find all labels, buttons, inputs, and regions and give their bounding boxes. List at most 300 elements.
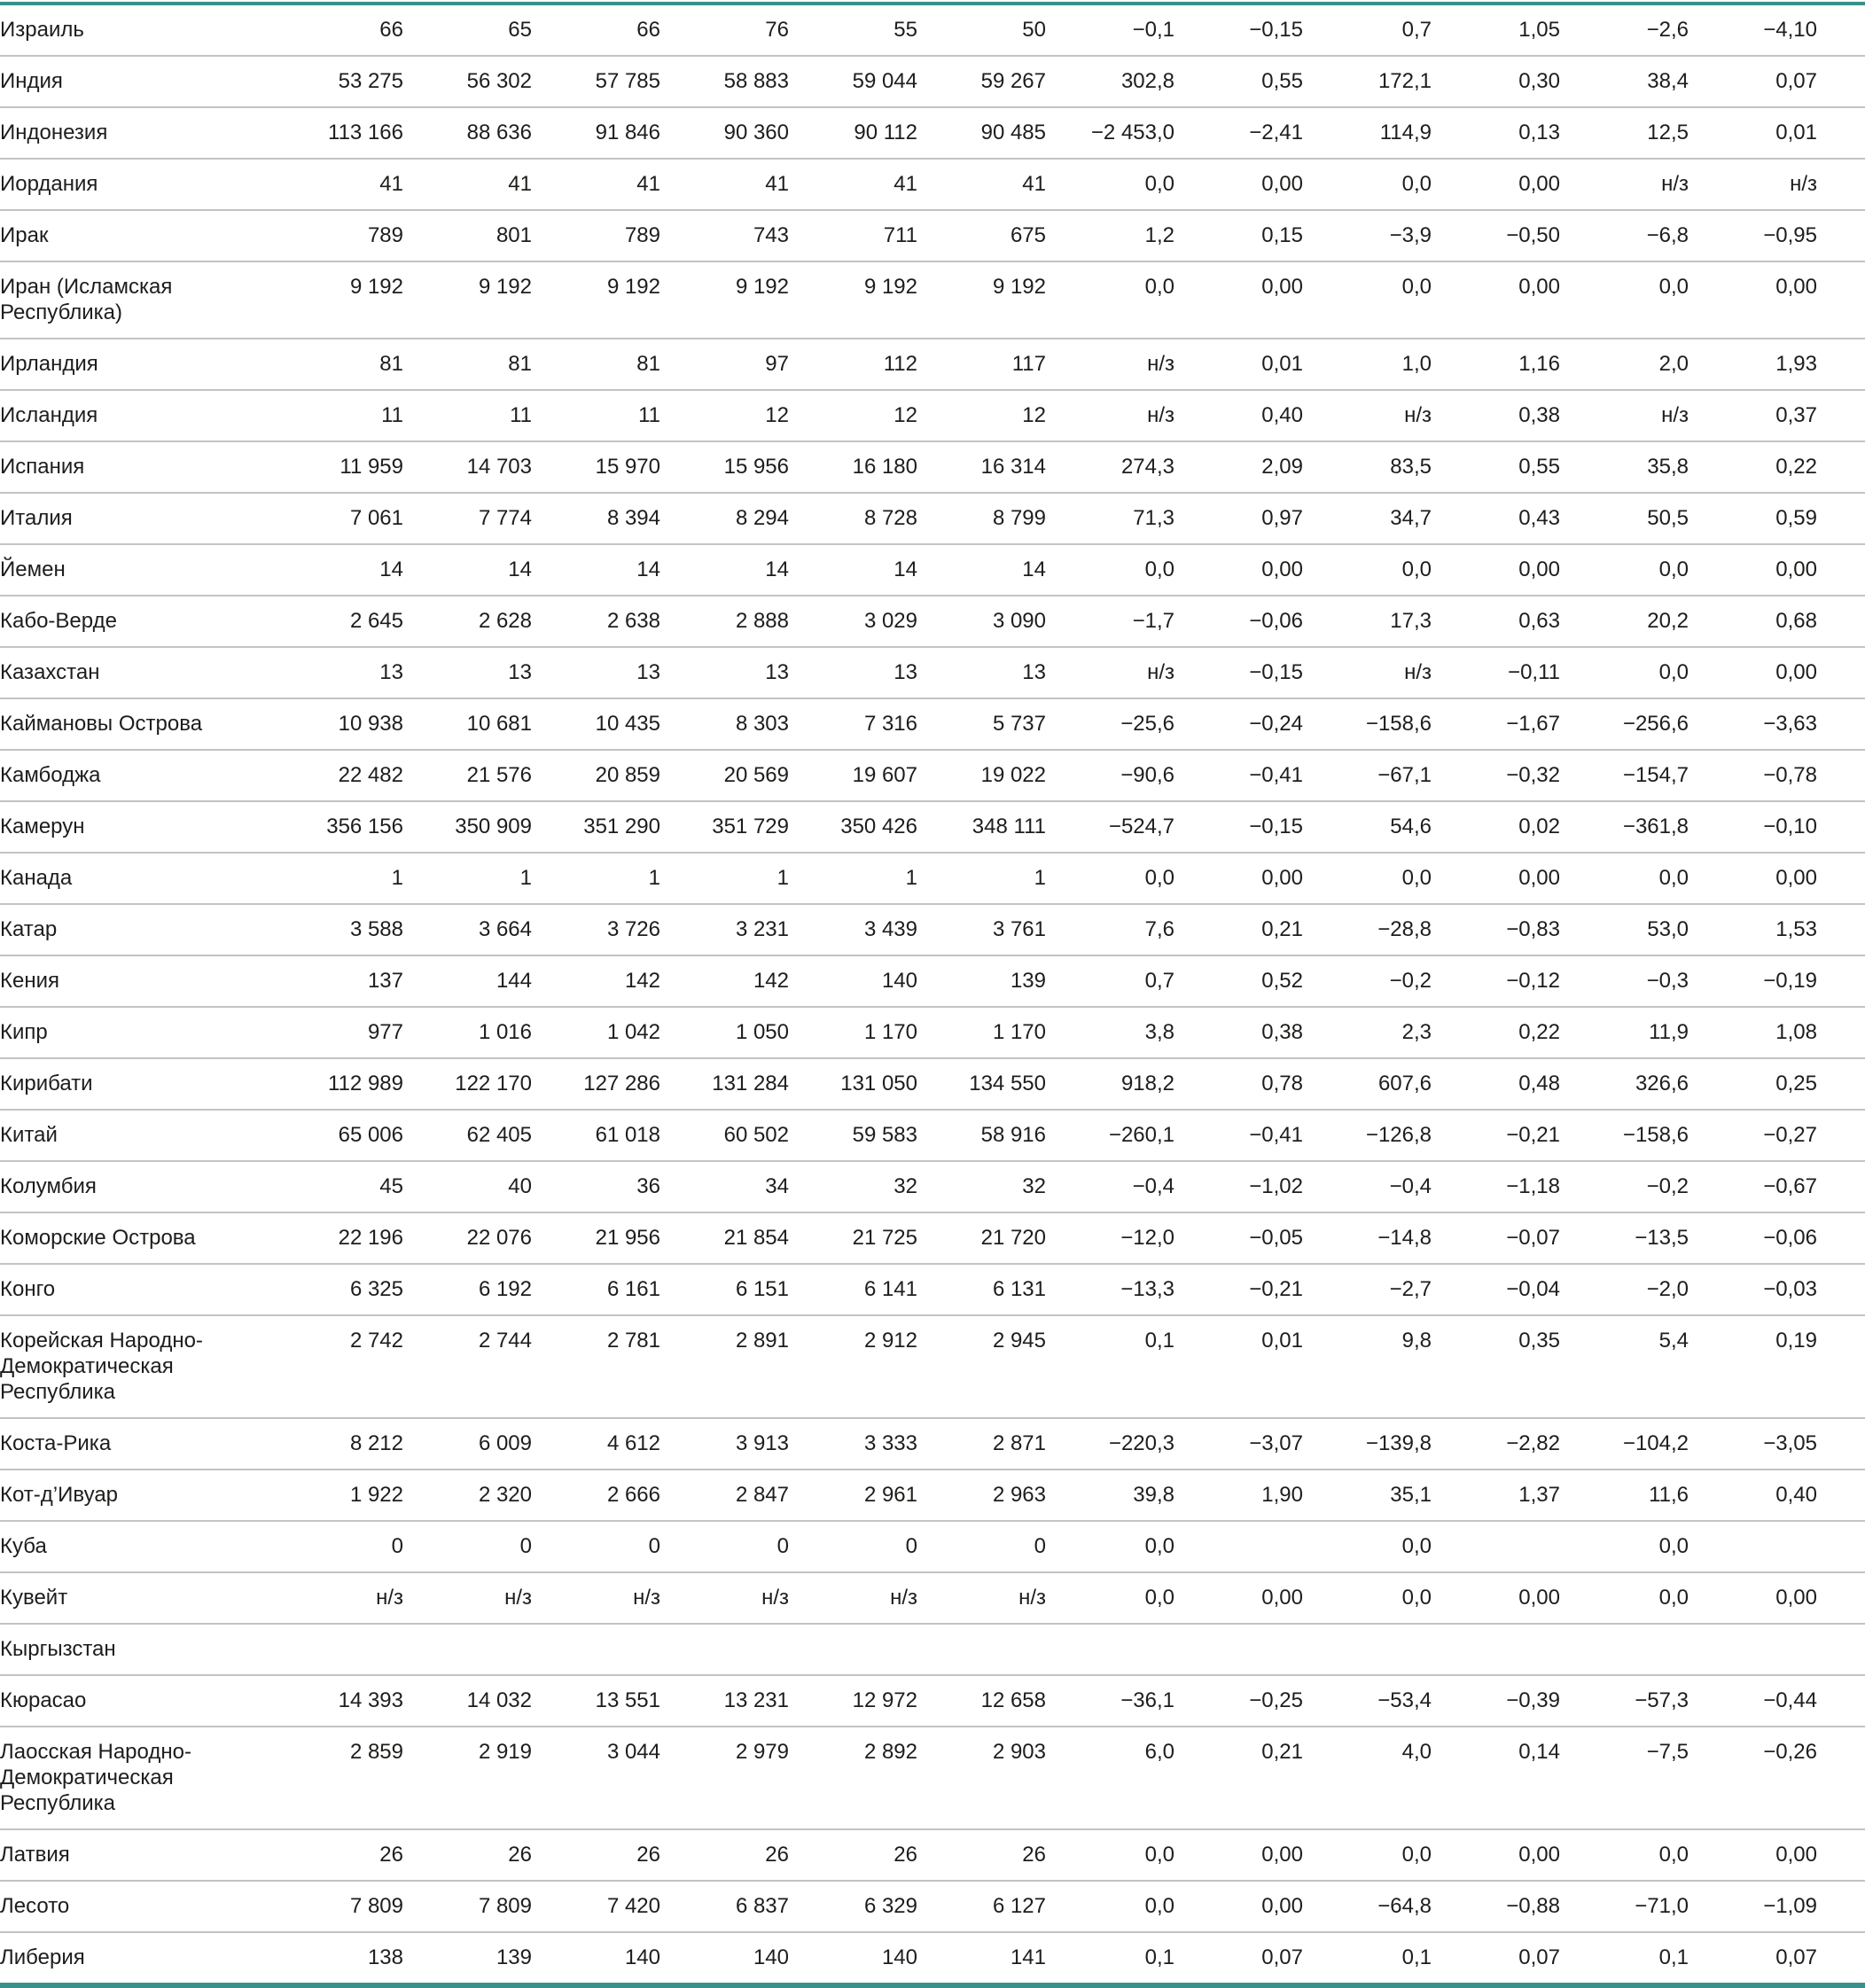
value-cell: 2 891	[660, 1315, 789, 1418]
value-cell: 918,2	[1046, 1058, 1174, 1110]
value-cell: 6 192	[403, 1264, 532, 1315]
value-cell: 0,35	[1432, 1315, 1560, 1418]
table-row	[0, 339, 1865, 390]
value-cell: 0,1	[1046, 1315, 1174, 1418]
table-row	[0, 493, 1865, 544]
value-cell: −0,26	[1689, 1727, 1865, 1829]
value-cell: 0,0	[1560, 1521, 1689, 1572]
value-cell: 0,55	[1432, 441, 1560, 493]
value-cell: −90,6	[1046, 750, 1174, 801]
value-cell: 139	[917, 955, 1046, 1007]
value-cell	[789, 1624, 917, 1675]
value-cell: −0,04	[1432, 1264, 1560, 1315]
value-cell: −0,15	[1174, 801, 1303, 853]
value-cell: 0,97	[1174, 493, 1303, 544]
value-cell: 1	[917, 853, 1046, 904]
table-row	[0, 544, 1865, 596]
value-cell: 0,13	[1432, 107, 1560, 159]
value-cell: 1 050	[660, 1007, 789, 1058]
value-cell: 0,01	[1689, 107, 1865, 159]
value-cell: −0,44	[1689, 1675, 1865, 1727]
table-row	[0, 5, 1865, 56]
value-cell: 0	[532, 1521, 660, 1572]
value-cell: −1,18	[1432, 1161, 1560, 1212]
value-cell: 0,0	[1046, 1829, 1174, 1881]
value-cell: −0,07	[1432, 1212, 1560, 1264]
value-cell: 16 180	[789, 441, 917, 493]
value-cell: 0,15	[1174, 210, 1303, 261]
value-cell: −0,78	[1689, 750, 1865, 801]
value-cell: 6 131	[917, 1264, 1046, 1315]
value-cell: 8 799	[917, 493, 1046, 544]
value-cell: 58 916	[917, 1110, 1046, 1161]
value-cell: 114,9	[1303, 107, 1432, 159]
value-cell	[1432, 1521, 1560, 1572]
value-cell: 13	[275, 647, 403, 698]
value-cell: 0,07	[1432, 1932, 1560, 1983]
value-cell: 0,00	[1689, 853, 1865, 904]
value-cell: 0,00	[1689, 1572, 1865, 1624]
country-name-cell: Корейская Народно-Демократическая Республика	[0, 1315, 275, 1418]
value-cell: 144	[403, 955, 532, 1007]
value-cell: 60 502	[660, 1110, 789, 1161]
country-name-cell: Ирак	[0, 210, 275, 261]
value-cell: −0,2	[1560, 1161, 1689, 1212]
value-cell: 15 970	[532, 441, 660, 493]
value-cell: −14,8	[1303, 1212, 1432, 1264]
value-cell: −0,39	[1432, 1675, 1560, 1727]
value-cell: 2 859	[275, 1727, 403, 1829]
value-cell: 3 044	[532, 1727, 660, 1829]
value-cell: 351 290	[532, 801, 660, 853]
value-cell: 41	[660, 159, 789, 210]
value-cell: 2 979	[660, 1727, 789, 1829]
value-cell	[1560, 1624, 1689, 1675]
value-cell: 0,00	[1432, 544, 1560, 596]
value-cell: 14 032	[403, 1675, 532, 1727]
value-cell: 13	[403, 647, 532, 698]
value-cell: 0,07	[1689, 56, 1865, 107]
country-name-cell: Кения	[0, 955, 275, 1007]
value-cell: 2 742	[275, 1315, 403, 1418]
value-cell: 2 744	[403, 1315, 532, 1418]
value-cell: −0,2	[1303, 955, 1432, 1007]
value-cell: 140	[789, 1932, 917, 1983]
value-cell: 7 809	[275, 1881, 403, 1932]
value-cell: 45	[275, 1161, 403, 1212]
value-cell: 62 405	[403, 1110, 532, 1161]
value-cell: 0,00	[1432, 1829, 1560, 1881]
country-name-cell: Коморские Острова	[0, 1212, 275, 1264]
value-cell: 0,01	[1174, 339, 1303, 390]
value-cell: −104,2	[1560, 1418, 1689, 1470]
table-body	[0, 5, 1865, 1983]
value-cell: 22 196	[275, 1212, 403, 1264]
value-cell: −126,8	[1303, 1110, 1432, 1161]
value-cell: 0,38	[1174, 1007, 1303, 1058]
value-cell: 0,63	[1432, 596, 1560, 647]
table-row	[0, 261, 1865, 339]
value-cell	[1174, 1624, 1303, 1675]
value-cell: 0,37	[1689, 390, 1865, 441]
value-cell: 6 837	[660, 1881, 789, 1932]
value-cell: н/з	[1689, 159, 1865, 210]
value-cell: −0,25	[1174, 1675, 1303, 1727]
value-cell: 41	[789, 159, 917, 210]
value-cell: 0,30	[1432, 56, 1560, 107]
value-cell: −25,6	[1046, 698, 1174, 750]
value-cell: 172,1	[1303, 56, 1432, 107]
value-cell: 11	[532, 390, 660, 441]
table-row	[0, 955, 1865, 1007]
value-cell: 2 961	[789, 1470, 917, 1521]
value-cell: 743	[660, 210, 789, 261]
value-cell: 1,37	[1432, 1470, 1560, 1521]
value-cell: 1 170	[789, 1007, 917, 1058]
value-cell: 40	[403, 1161, 532, 1212]
value-cell: 0,0	[1046, 1521, 1174, 1572]
value-cell: 35,1	[1303, 1470, 1432, 1521]
value-cell: н/з	[917, 1572, 1046, 1624]
value-cell: 13 231	[660, 1675, 789, 1727]
value-cell: 3 029	[789, 596, 917, 647]
country-name-cell: Израиль	[0, 18, 84, 42]
value-cell: 0,00	[1689, 544, 1865, 596]
table-row	[0, 904, 1865, 955]
table-row	[0, 56, 1865, 107]
value-cell: 12	[789, 390, 917, 441]
value-cell: 2 847	[660, 1470, 789, 1521]
country-name-cell: Кот-д’Ивуар	[0, 1470, 275, 1521]
value-cell: 26	[789, 1829, 917, 1881]
value-cell: 21 854	[660, 1212, 789, 1264]
value-cell: н/з	[1046, 647, 1174, 698]
value-cell: 14 703	[403, 441, 532, 493]
value-cell: −13,3	[1046, 1264, 1174, 1315]
value-cell: 0,22	[1432, 1007, 1560, 1058]
value-cell: 0,0	[1303, 1572, 1432, 1624]
value-cell: 0,0	[1046, 1572, 1174, 1624]
table-row	[0, 1264, 1865, 1315]
country-name-cell: Лаосская Народно-Демократическая Республика	[0, 1727, 275, 1829]
value-cell: 117	[917, 339, 1046, 390]
value-cell: 0,00	[1174, 1572, 1303, 1624]
value-cell: 1 042	[532, 1007, 660, 1058]
value-cell: 53 275	[275, 56, 403, 107]
value-cell: 0,00	[1689, 261, 1865, 339]
value-cell: −0,88	[1432, 1881, 1560, 1932]
value-cell: 0,55	[1174, 56, 1303, 107]
value-cell: н/з	[275, 1572, 403, 1624]
value-cell: 127 286	[532, 1058, 660, 1110]
value-cell: н/з	[403, 1572, 532, 1624]
value-cell: 350 426	[789, 801, 917, 853]
country-name-cell: Кипр	[0, 1007, 275, 1058]
value-cell: −0,4	[1303, 1161, 1432, 1212]
value-cell: н/з	[1046, 339, 1174, 390]
value-cell: 6 161	[532, 1264, 660, 1315]
value-cell: 5,4	[1560, 1315, 1689, 1418]
value-cell: 112	[789, 339, 917, 390]
value-cell: 17,3	[1303, 596, 1432, 647]
table-row	[0, 750, 1865, 801]
value-cell: 2 645	[275, 596, 403, 647]
value-cell: 0,59	[1689, 493, 1865, 544]
value-cell: −12,0	[1046, 1212, 1174, 1264]
value-cell: 9 192	[917, 261, 1046, 339]
value-cell: 0,01	[1174, 1315, 1303, 1418]
value-cell: 6 127	[917, 1881, 1046, 1932]
value-cell: −3,9	[1303, 210, 1432, 261]
value-cell	[532, 1624, 660, 1675]
value-cell: 13	[917, 647, 1046, 698]
value-cell: 1 170	[917, 1007, 1046, 1058]
country-name-cell: Камерун	[0, 801, 275, 853]
value-cell: 0,00	[1432, 853, 1560, 904]
value-cell: 1,05	[1518, 18, 1560, 42]
value-cell: 0,0	[1560, 647, 1689, 698]
value-cell: 55	[893, 18, 917, 42]
value-cell: 3 090	[917, 596, 1046, 647]
value-cell: −13,5	[1560, 1212, 1689, 1264]
value-cell: 32	[917, 1161, 1046, 1212]
value-cell: 1	[660, 853, 789, 904]
country-name-cell: Кюрасао	[0, 1675, 275, 1727]
value-cell: 7 420	[532, 1881, 660, 1932]
value-cell: 13	[660, 647, 789, 698]
value-cell: −3,63	[1689, 698, 1865, 750]
value-cell: 0	[403, 1521, 532, 1572]
value-cell: 0,19	[1689, 1315, 1865, 1418]
value-cell: 6,0	[1046, 1727, 1174, 1829]
value-cell: 65	[508, 18, 532, 42]
value-cell: 0,1	[1046, 1932, 1174, 1983]
value-cell: 3 726	[532, 904, 660, 955]
value-cell: −0,11	[1432, 647, 1560, 698]
value-cell: 9,8	[1303, 1315, 1432, 1418]
value-cell: 5 737	[917, 698, 1046, 750]
value-cell: 356 156	[275, 801, 403, 853]
value-cell: 14	[403, 544, 532, 596]
value-cell: 2 919	[403, 1727, 532, 1829]
value-cell: −0,50	[1432, 210, 1560, 261]
value-cell: 2 666	[532, 1470, 660, 1521]
value-cell: 302,8	[1046, 56, 1174, 107]
value-cell: 97	[660, 339, 789, 390]
value-cell: −0,3	[1560, 955, 1689, 1007]
value-cell: −7,5	[1560, 1727, 1689, 1829]
value-cell: −361,8	[1560, 801, 1689, 853]
value-cell: 10 435	[532, 698, 660, 750]
value-cell: 22 482	[275, 750, 403, 801]
value-cell: 4,0	[1303, 1727, 1432, 1829]
value-cell: 0,07	[1689, 1932, 1865, 1983]
value-cell: −0,15	[1174, 647, 1303, 698]
table-row	[0, 1470, 1865, 1521]
value-cell: 140	[532, 1932, 660, 1983]
value-cell: −1,02	[1174, 1161, 1303, 1212]
value-cell: −2,0	[1560, 1264, 1689, 1315]
value-cell: 1	[532, 853, 660, 904]
value-cell: 76	[765, 18, 789, 42]
value-cell: 0,0	[1303, 853, 1432, 904]
value-cell: 7 316	[789, 698, 917, 750]
value-cell: 21 956	[532, 1212, 660, 1264]
value-cell: 2 963	[917, 1470, 1046, 1521]
value-cell: 711	[789, 210, 917, 261]
value-cell: 977	[275, 1007, 403, 1058]
value-cell: −57,3	[1560, 1675, 1689, 1727]
value-cell	[275, 1624, 403, 1675]
value-cell: −4,10	[1763, 18, 1817, 42]
value-cell: 59 583	[789, 1110, 917, 1161]
value-cell: −0,41	[1174, 750, 1303, 801]
value-cell: 0,0	[1046, 1881, 1174, 1932]
value-cell: 14	[660, 544, 789, 596]
value-cell: н/з	[1046, 390, 1174, 441]
value-cell: 66	[379, 18, 403, 42]
table-row	[0, 1212, 1865, 1264]
value-cell: 11,9	[1560, 1007, 1689, 1058]
value-cell: −220,3	[1046, 1418, 1174, 1470]
value-cell: 56 302	[403, 56, 532, 107]
value-cell: 20,2	[1560, 596, 1689, 647]
value-cell: 141	[917, 1932, 1046, 1983]
country-name-cell: Ирландия	[0, 339, 275, 390]
country-name-cell: Кувейт	[0, 1572, 275, 1624]
table-row	[0, 801, 1865, 853]
value-cell: 3,8	[1046, 1007, 1174, 1058]
value-cell: 81	[403, 339, 532, 390]
value-cell: −6,8	[1560, 210, 1689, 261]
value-cell: 12 972	[789, 1675, 917, 1727]
value-cell: 351 729	[660, 801, 789, 853]
value-cell: −0,41	[1174, 1110, 1303, 1161]
value-cell: 34,7	[1303, 493, 1432, 544]
value-cell: 3 913	[660, 1418, 789, 1470]
value-cell: 789	[532, 210, 660, 261]
value-cell: 138	[275, 1932, 403, 1983]
value-cell: −524,7	[1046, 801, 1174, 853]
value-cell	[1432, 1624, 1560, 1675]
value-cell: 90 360	[660, 107, 789, 159]
value-cell: 0,0	[1303, 1521, 1432, 1572]
value-cell: 112 989	[275, 1058, 403, 1110]
value-cell: 6 329	[789, 1881, 917, 1932]
value-cell: 1 922	[275, 1470, 403, 1521]
value-cell: 59 267	[917, 56, 1046, 107]
value-cell: 350 909	[403, 801, 532, 853]
value-cell: 0,00	[1174, 159, 1303, 210]
table-row	[0, 1007, 1865, 1058]
value-cell: 2 888	[660, 596, 789, 647]
value-cell: 66	[636, 18, 660, 42]
value-cell: −256,6	[1560, 698, 1689, 750]
value-cell: 19 022	[917, 750, 1046, 801]
value-cell: 26	[917, 1829, 1046, 1881]
value-cell: −0,15	[1249, 18, 1303, 42]
value-cell: 0,78	[1174, 1058, 1303, 1110]
value-cell: 3 439	[789, 904, 917, 955]
table-row	[0, 107, 1865, 159]
value-cell: 9 192	[660, 261, 789, 339]
value-cell: 91 846	[532, 107, 660, 159]
value-cell: 58 883	[660, 56, 789, 107]
value-cell: 14	[275, 544, 403, 596]
table-row	[0, 159, 1865, 210]
value-cell: 2 320	[403, 1470, 532, 1521]
value-cell: 9 192	[275, 261, 403, 339]
value-cell: 0,02	[1432, 801, 1560, 853]
value-cell: 3 333	[789, 1418, 917, 1470]
value-cell: 11	[275, 390, 403, 441]
table-row	[0, 1932, 1865, 1983]
value-cell: 71,3	[1046, 493, 1174, 544]
value-cell: 0,7	[1401, 18, 1432, 42]
value-cell: 8 303	[660, 698, 789, 750]
value-cell: 35,8	[1560, 441, 1689, 493]
value-cell: 15 956	[660, 441, 789, 493]
country-name-cell: Испания	[0, 441, 275, 493]
value-cell	[917, 1624, 1046, 1675]
value-cell: 607,6	[1303, 1058, 1432, 1110]
value-cell: 131 050	[789, 1058, 917, 1110]
value-cell: 57 785	[532, 56, 660, 107]
value-cell: 6 325	[275, 1264, 403, 1315]
table-row	[0, 1418, 1865, 1470]
value-cell: 11 959	[275, 441, 403, 493]
value-cell: 0	[789, 1521, 917, 1572]
value-cell: −0,24	[1174, 698, 1303, 750]
value-cell: 0,25	[1689, 1058, 1865, 1110]
country-name-cell: Латвия	[0, 1829, 275, 1881]
value-cell: −0,4	[1046, 1161, 1174, 1212]
value-cell: 21 576	[403, 750, 532, 801]
value-cell: 22 076	[403, 1212, 532, 1264]
value-cell: 0	[660, 1521, 789, 1572]
country-name-cell: Италия	[0, 493, 275, 544]
value-cell: 9 192	[403, 261, 532, 339]
value-cell: 0,0	[1303, 1829, 1432, 1881]
value-cell: н/з	[1560, 159, 1689, 210]
country-name-cell: Канада	[0, 853, 275, 904]
table-row	[0, 1727, 1865, 1829]
value-cell: 140	[789, 955, 917, 1007]
value-cell: 0,0	[1560, 544, 1689, 596]
table-row	[0, 596, 1865, 647]
value-cell: −0,19	[1689, 955, 1865, 1007]
value-cell: 675	[917, 210, 1046, 261]
value-cell: н/з	[1303, 647, 1432, 698]
value-cell: −53,4	[1303, 1675, 1432, 1727]
value-cell: −71,0	[1560, 1881, 1689, 1932]
table-bottom-rule	[0, 1983, 1865, 1988]
value-cell: −0,03	[1689, 1264, 1865, 1315]
value-cell: 0,00	[1174, 1829, 1303, 1881]
value-cell: 13 551	[532, 1675, 660, 1727]
value-cell: 789	[275, 210, 403, 261]
value-cell: 34	[660, 1161, 789, 1212]
value-cell: 81	[532, 339, 660, 390]
value-cell: 2 628	[403, 596, 532, 647]
value-cell: 26	[660, 1829, 789, 1881]
value-cell: 2 892	[789, 1727, 917, 1829]
value-cell: 0,00	[1174, 261, 1303, 339]
country-name-cell: Китай	[0, 1110, 275, 1161]
value-cell: 1,08	[1689, 1007, 1865, 1058]
value-cell: 0,00	[1689, 1829, 1865, 1881]
table-row	[0, 1675, 1865, 1727]
